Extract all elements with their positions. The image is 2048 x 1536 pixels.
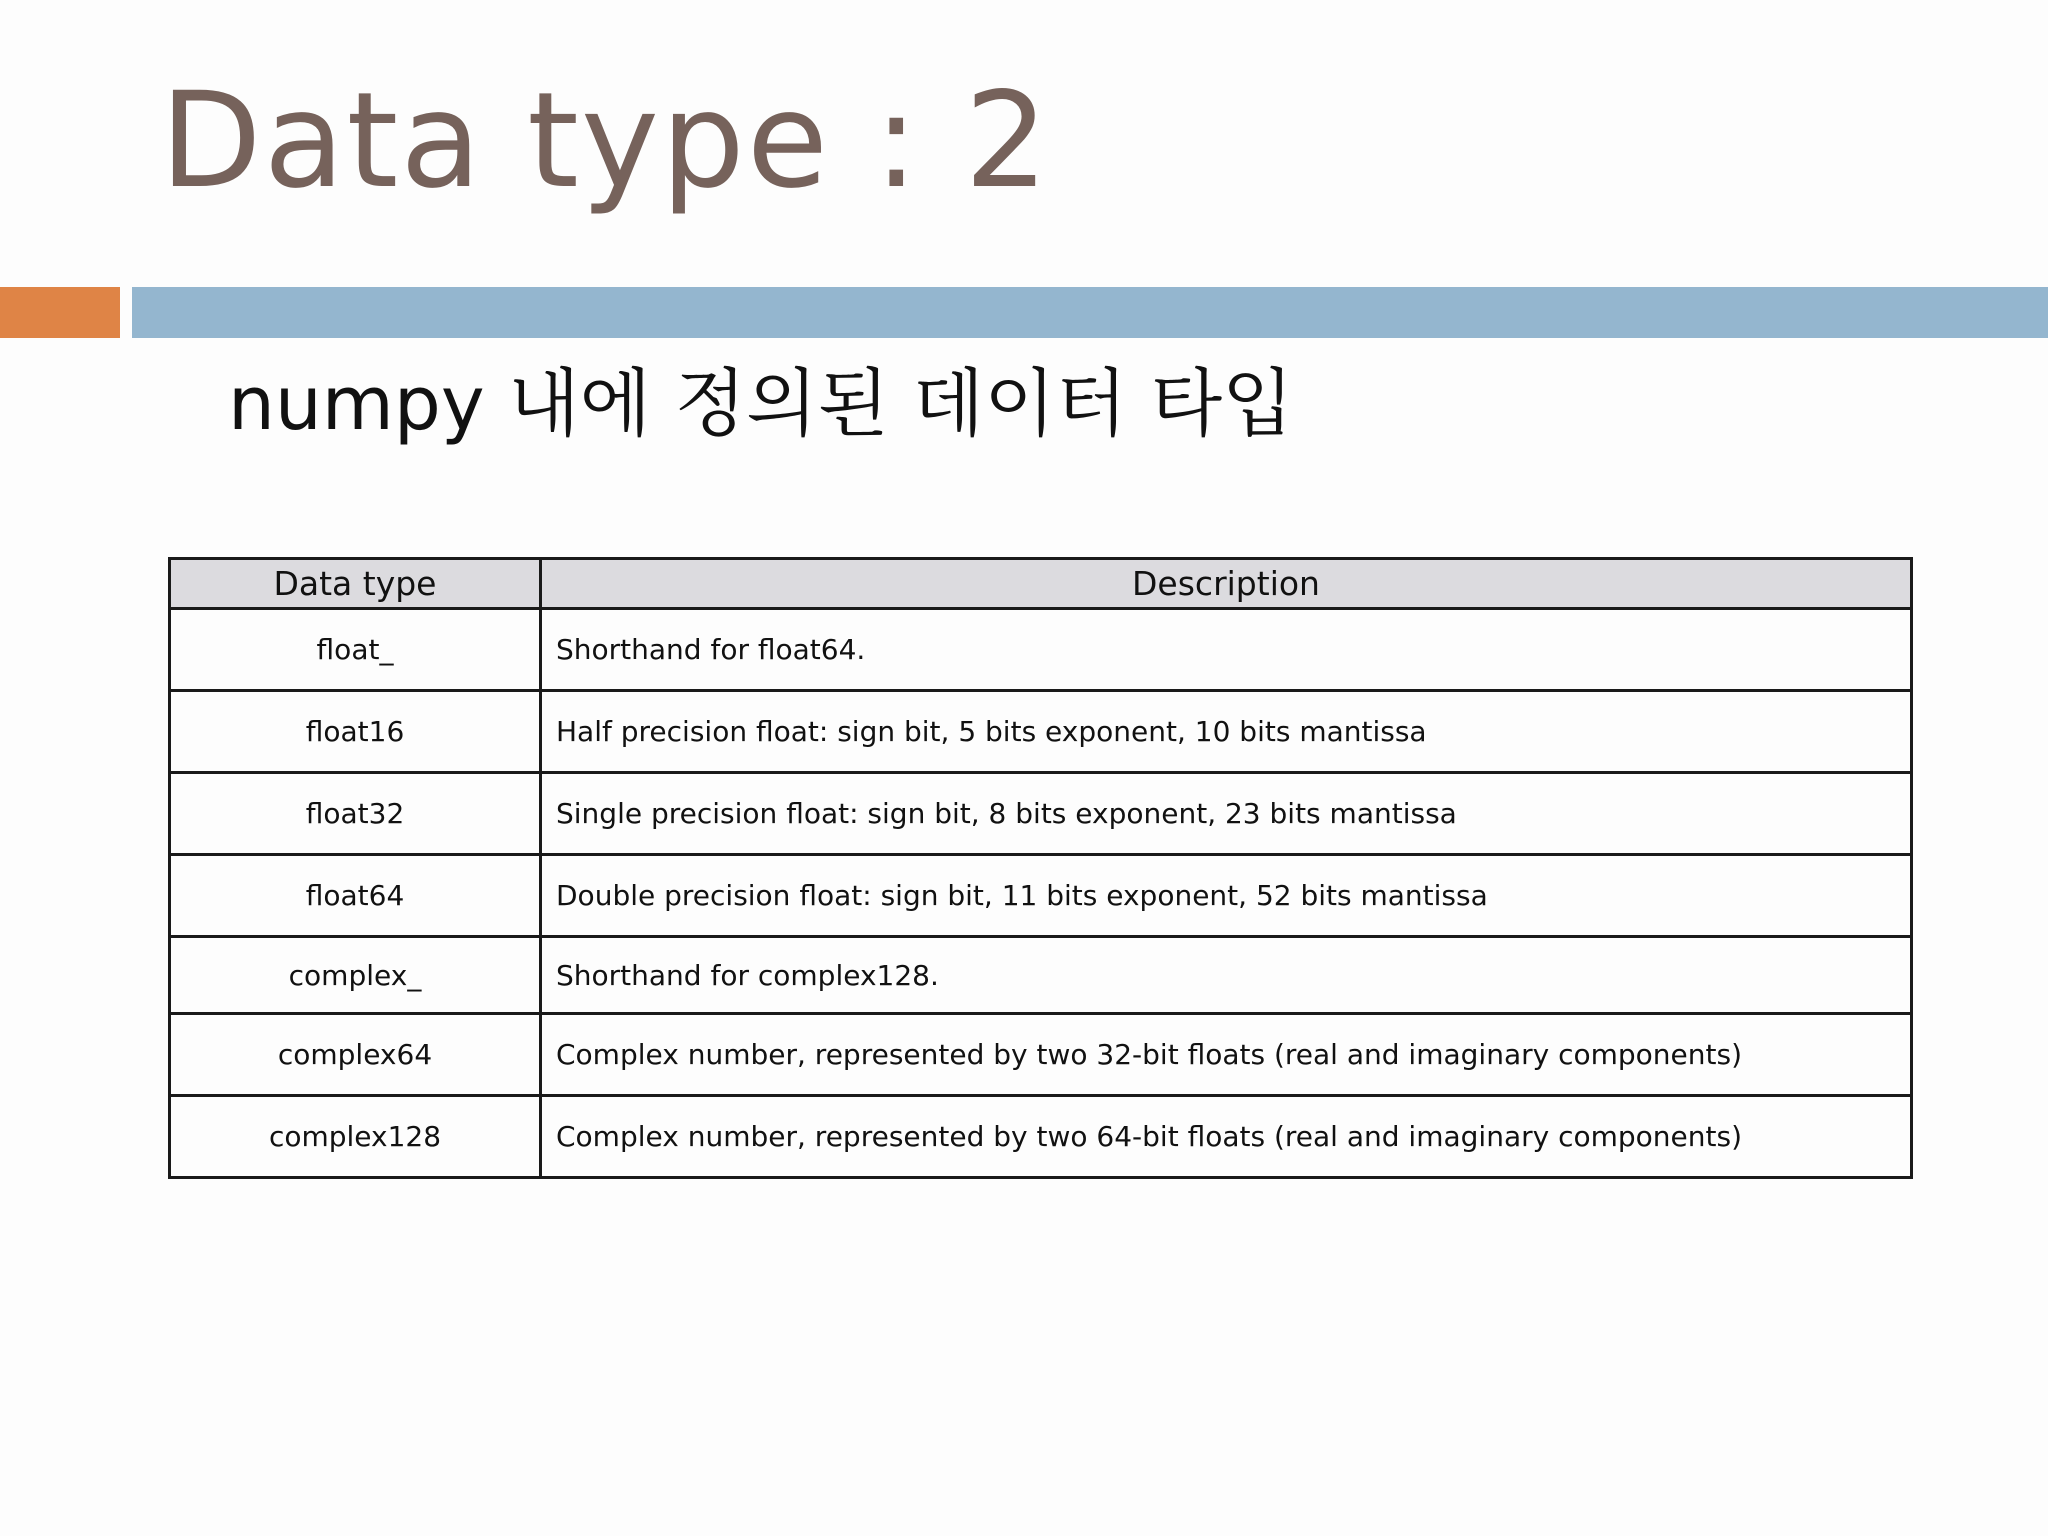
description-cell: Complex number, represented by two 32-bit floats (real and imaginary components) bbox=[541, 1014, 1912, 1096]
description-cell: Complex number, represented by two 64-bit floats (real and imaginary components) bbox=[541, 1096, 1912, 1178]
table-row bbox=[170, 609, 1912, 691]
description-cell: Double precision float: sign bit, 11 bits exponent, 52 bits mantissa bbox=[541, 855, 1912, 937]
slide-title: Data type : 2 bbox=[160, 64, 1051, 218]
header-description: Description bbox=[541, 559, 1912, 609]
type-cell: complex64 bbox=[170, 1014, 541, 1096]
description-cell: Half precision float: sign bit, 5 bits exponent, 10 bits mantissa bbox=[541, 691, 1912, 773]
table-row bbox=[170, 855, 1912, 937]
table-row bbox=[170, 1096, 1912, 1178]
description-cell: Shorthand for complex128. bbox=[541, 937, 1912, 1014]
table-row bbox=[170, 691, 1912, 773]
type-cell: float_ bbox=[170, 609, 541, 691]
type-cell: complex128 bbox=[170, 1096, 541, 1178]
accent-bar-orange bbox=[0, 287, 120, 338]
slide-subtitle: numpy 내에 정의된 데이터 타입 bbox=[228, 361, 1294, 447]
table-row bbox=[170, 773, 1912, 855]
table-header-row bbox=[170, 559, 1912, 609]
type-cell: complex_ bbox=[170, 937, 541, 1014]
type-cell: float32 bbox=[170, 773, 541, 855]
header-data-type: Data type bbox=[170, 559, 541, 609]
table-row bbox=[170, 1014, 1912, 1096]
type-cell: float64 bbox=[170, 855, 541, 937]
description-cell: Shorthand for float64. bbox=[541, 609, 1912, 691]
data-type-table bbox=[168, 557, 1913, 1179]
accent-bar-blue bbox=[132, 287, 2048, 338]
table-row bbox=[170, 937, 1912, 1014]
description-cell: Single precision float: sign bit, 8 bits exponent, 23 bits mantissa bbox=[541, 773, 1912, 855]
type-cell: float16 bbox=[170, 691, 541, 773]
